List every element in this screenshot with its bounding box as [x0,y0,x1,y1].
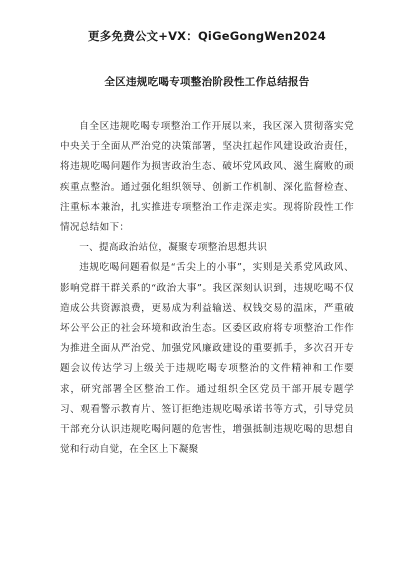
body-paragraph: 违规吃喝问题看似是“舌尖上的小事”，实则是关系党风政风、影响党群干群关系的“政治大事”。我区深刻认识到，违规吃喝不仅造成公共资源浪费，更易成为利益输送、权钱交易的温床，严重破坏公平公正的社会环境和政治生态。区委区政府将专项整治工作作为推进全面从严治党、加强党风廉政建设的重要抓手，多次召开专题会议传达学习上级关于违规吃喝专项整治的文件精神和工作要求，研究部署全区整治工作。通过组织全区党员干部开展专题学习、观看警示教育片、签订拒绝违规吃喝承诺书等方式，引导党员干部充分认识违规吃喝问题的危害性，增强抵制违规吃喝的思想自觉和行动自觉，在全区上下凝聚 [60,262,354,456]
watermark-header: 更多免费公文+VX：QiGeGongWen2024 [88,29,326,43]
document-body [60,117,354,460]
body-paragraph-intro: 自全区违规吃喝专项整治工作开展以来，我区深入贯彻落实党中央关于全面从严治党的决策部署，坚决扛起作风建设政治责任，将违规吃喝问题作为损害政治生态、破坏党风政风、滋生腐败的顽疾重点整治。通过强化组织领导、创新工作机制、深化监督检查、注重标本兼治，扎实推进专项整治工作走深走实。现将阶段性工作情况总结如下： [60,121,354,234]
document-title: 全区违规吃喝专项整治阶段性工作总结报告 [104,76,310,88]
section-heading: 一、提高政治站位，凝聚专项整治思想共识 [79,242,268,254]
